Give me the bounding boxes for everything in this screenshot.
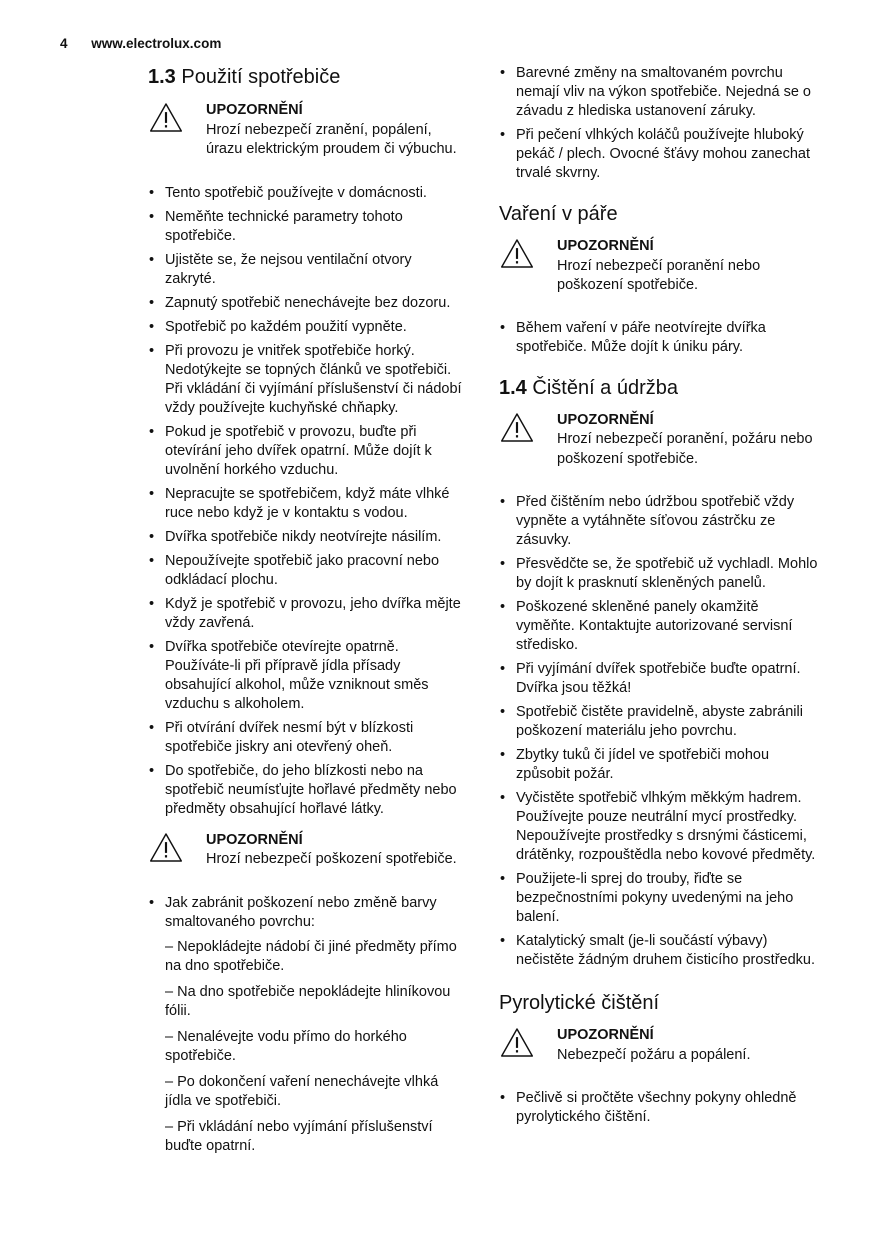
list-item: • Použijete-li sprej do trouby, řiďte se bezpečnostními pokyny uvedenými na jeho balení. [499, 870, 821, 927]
list-item: • Přesvědčte se, že spotřebič už vychladl. Mohlo by dojít k prasknutí skleněných panelů. [499, 555, 821, 593]
dash-item: – Na dno spotřebiče nepokládejte hliníkovou fólii. [165, 983, 451, 1019]
list-item: • Při vyjímání dvířek spotřebiče buďte opatrní. Dvířka jsou těžká! [499, 660, 821, 698]
list-item: • Zbytky tuků či jídel ve spotřebiči mohou způsobit požár. [499, 746, 821, 784]
list-item: • Při pečení vlhkých koláčů používejte hluboký pekáč / plech. Ovocné šťávy mohou zanechat trvalé skvrny. [499, 126, 821, 183]
section-heading-1-3 [148, 64, 466, 90]
section-number: 1.3 [148, 66, 176, 88]
list-item: • Spotřebič po každém použití vypněte. [148, 318, 466, 337]
warning-triangle-icon [499, 1026, 535, 1059]
warning-text: Hrozí nebezpečí zranění, popálení, úrazu elektrickým proudem či výbuchu. [206, 121, 457, 157]
warning-triangle-icon [148, 831, 184, 864]
list-item: • Při provozu je vnitřek spotřebiče horký. Nedotýkejte se topných článků ve spotřebiči. Při vkládání či vyjímání příslušenství či nádobí vždy používejte kuchyňské chňapky. [148, 342, 466, 418]
list-item: • Barevné změny na smaltovaném povrchu nemají vliv na výkon spotřebiče. Nejedná se o závadu z hlediska ustanovení záruky. [499, 64, 821, 121]
dash-item: – Při vkládání nebo vyjímání příslušenství buďte opatrní. [165, 1118, 433, 1154]
dash-item: – Nepokládejte nádobí či jiné předměty přímo na dno spotřebiče. [165, 938, 457, 974]
steam-list [499, 319, 821, 357]
warning-triangle-icon [148, 101, 184, 134]
pyrolytic-list [499, 1089, 821, 1127]
website-link[interactable]: www.electrolux.com [91, 36, 222, 51]
right-column [499, 64, 821, 1132]
section-heading-1-4 [499, 375, 821, 401]
page-header [60, 36, 221, 51]
list-item: • Spotřebič čistěte pravidelně, abyste zabránili poškození materiálu jeho povrchu. [499, 703, 821, 741]
list-item: • Do spotřebiče, do jeho blízkosti nebo na spotřebič neumísťujte hořlavé předměty nebo předměty obsahující hořlavé látky. [148, 762, 466, 819]
list-item: • Dvířka spotřebiče nikdy neotvírejte násilím. [148, 528, 466, 547]
warning-text: Hrozí nebezpečí poškození spotřebiče. [206, 851, 457, 867]
list-item: • Nepoužívejte spotřebič jako pracovní nebo odkládací plochu. [148, 552, 466, 590]
cleaning-list [499, 493, 821, 970]
warning-text: Hrozí nebezpečí poranění, požáru nebo poškození spotřebiče. [557, 431, 813, 467]
list-item: • Vyčistěte spotřebič vlhkým měkkým hadrem. Používejte pouze neutrální mycí prostředky. Nepoužívejte prostředky s drsnými částicemi, drátěnky, rozpouštědla nebo kovové předměty. [499, 789, 821, 865]
list-item: • Pečlivě si pročtěte všechny pokyny ohledně pyrolytického čištění. [499, 1089, 821, 1127]
warning-title: UPOZORNĚNÍ [206, 831, 303, 848]
list-item: • Nepracujte se spotřebičem, když máte vlhké ruce nebo když je v kontaktu s vodou. [148, 485, 466, 523]
warning-box [148, 831, 466, 870]
warning-text: Hrozí nebezpečí poranění nebo poškození spotřebiče. [557, 257, 761, 293]
list-item: • Před čištěním nebo údržbou spotřebič vždy vypněte a vytáhněte síťovou zástrčku ze zásuvky. [499, 493, 821, 550]
steam-heading: Vaření v páře [499, 203, 618, 225]
page-number: 4 [60, 36, 68, 51]
warning-title: UPOZORNĚNÍ [557, 1027, 654, 1043]
left-column [148, 64, 466, 1163]
dash-item: – Po dokončení vaření nenechávejte vlhká jídla ve spotřebiči. [165, 1073, 439, 1109]
list-item: • Dvířka spotřebiče otevírejte opatrně. Používáte-li při přípravě jídla přísady obsahující alkohol, může vzniknout směs vzduchu s alkoholem. [148, 638, 466, 714]
list-item: • Když je spotřebič v provozu, jeho dvířka mějte vždy zavřená. [148, 595, 466, 633]
list-item: • Ujistěte se, že nejsou ventilační otvory zakryté. [148, 251, 466, 289]
list-item: • Během vaření v páře neotvírejte dvířka spotřebiče. Může dojít k úniku páry. [499, 319, 821, 357]
list-item: • Neměňte technické parametry tohoto spotřebiče. [148, 208, 466, 246]
list-item: • Jak zabránit poškození nebo změně barvy smaltovaného povrchu: [148, 894, 466, 932]
safety-list [148, 184, 466, 819]
enamel-list [148, 894, 466, 932]
dash-item: – Nenalévejte vodu přímo do horkého spotřebiče. [165, 1028, 407, 1064]
section-number: 1.4 [499, 376, 527, 399]
list-item: • Pokud je spotřebič v provozu, buďte při otevírání jeho dvířek opatrní. Může dojít k uvolnění horkého vzduchu. [148, 423, 466, 480]
pyrolytic-heading: Pyrolytické čištění [499, 992, 660, 1014]
warning-text: Nebezpečí požáru a popálení. [557, 1046, 751, 1063]
section-title: Čištění a údržba [532, 376, 679, 399]
warning-triangle-icon [499, 237, 535, 270]
warning-title: UPOZORNĚNÍ [557, 238, 654, 254]
list-item: • Tento spotřebič používejte v domácnosti. [148, 184, 466, 203]
warning-box [148, 101, 466, 160]
warning-box [499, 237, 821, 296]
warning-box [499, 1026, 821, 1065]
list-item: • Katalytický smalt (je-li součástí výbavy) nečistěte žádným druhem čisticího prostředku. [499, 932, 821, 970]
section-title: Použití spotřebiče [181, 66, 341, 88]
list-item: • Při otvírání dvířek nesmí být v blízkosti spotřebiče jiskry ani otevřený oheň. [148, 719, 466, 757]
enamel-list-continued [499, 64, 821, 183]
warning-title: UPOZORNĚNÍ [557, 411, 654, 428]
list-item: • Poškozené skleněné panely okamžitě vyměňte. Kontaktujte autorizované servisní středisko. [499, 598, 821, 655]
warning-title: UPOZORNĚNÍ [206, 102, 303, 118]
list-item: • Zapnutý spotřebič nenechávejte bez dozoru. [148, 294, 466, 313]
warning-triangle-icon [499, 411, 535, 444]
warning-box [499, 411, 821, 470]
